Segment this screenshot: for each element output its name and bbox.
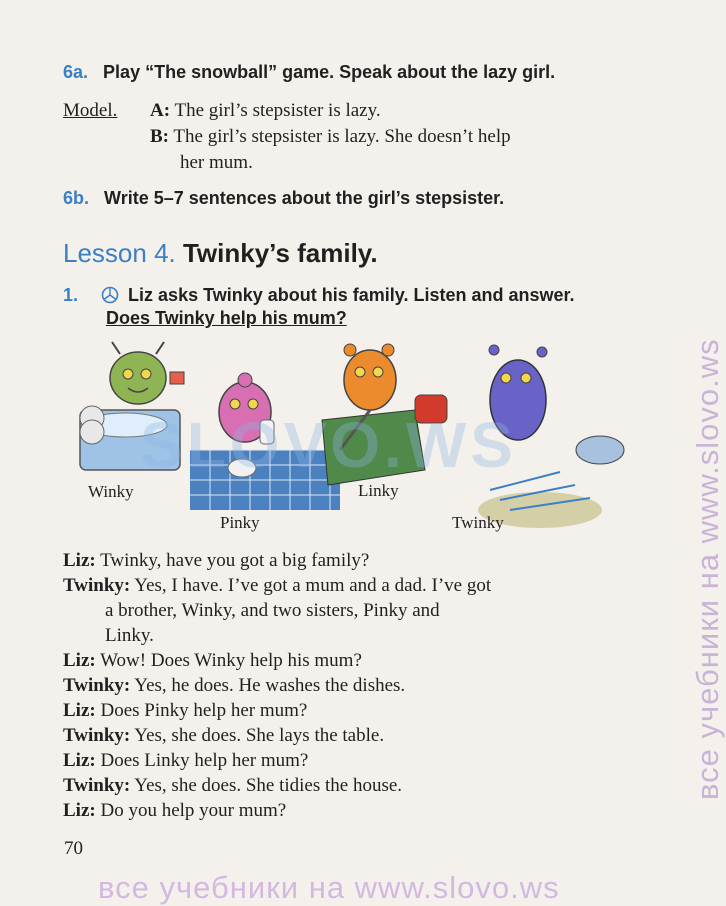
exercise-instruction: Liz asks Twinky about his family. Listen and answer. (128, 285, 575, 305)
model-label: Model. (63, 100, 118, 121)
dialogue-line: Liz: Twinky, have you got a big family? (63, 550, 370, 571)
listen-icon (101, 286, 119, 304)
side-watermark: все учебники на www.slovo.ws (690, 338, 725, 800)
dialogue-line: Twinky: Yes, she does. She lays the table. (63, 725, 385, 746)
exercise-1-question: Does Twinky help his mum? (106, 308, 347, 328)
page-number: 70 (64, 838, 83, 859)
exercise-1-heading (63, 285, 575, 306)
center-watermark: SLOVO.WS (140, 409, 517, 481)
lesson-title: Twinky’s family. (182, 238, 378, 268)
dialogue-line: Liz: Do you help your mum? (63, 800, 287, 821)
exercise-6a-heading (63, 62, 555, 83)
exercise-number: 1. (63, 285, 79, 305)
caption-twinky: Twinky (452, 513, 504, 532)
lesson-heading (63, 238, 378, 269)
model-line-b-cont: her mum. (180, 152, 253, 173)
dialogue-line: Linky. (105, 625, 154, 646)
exercise-instruction: Write 5–7 sentences about the girl’s stepsister. (104, 188, 505, 208)
dialogue-line: Liz: Does Pinky help her mum? (63, 700, 308, 721)
exercise-number: 6b. (63, 188, 90, 208)
exercise-number: 6a. (63, 62, 89, 82)
dialogue-line: a brother, Winky, and two sisters, Pinky and (105, 600, 440, 621)
exercise-6b-heading (63, 188, 504, 209)
bottom-watermark: все учебники на www.slovo.ws (98, 870, 560, 905)
caption-linky: Linky (358, 481, 399, 500)
dialogue-line: Liz: Does Linky help her mum? (63, 750, 309, 771)
caption-winky: Winky (88, 482, 134, 501)
dialogue-line: Twinky: Yes, she does. She tidies the house. (63, 775, 403, 796)
dialogue-line: Twinky: Yes, I have. I’ve got a mum and a dad. I’ve got (63, 575, 492, 596)
dialogue-line: Twinky: Yes, he does. He washes the dishes. (63, 675, 406, 696)
caption-pinky: Pinky (220, 513, 260, 532)
exercise-instruction: Play “The snowball” game. Speak about the lazy girl. (103, 62, 556, 82)
model-line-a: A: The girl’s stepsister is lazy. (150, 100, 381, 121)
dialogue-line: Liz: Wow! Does Winky help his mum? (63, 650, 362, 671)
dialogue (63, 548, 645, 823)
lesson-number: Lesson 4. (63, 238, 176, 268)
model-line-b: B: The girl’s stepsister is lazy. She doesn’t help (150, 126, 511, 147)
